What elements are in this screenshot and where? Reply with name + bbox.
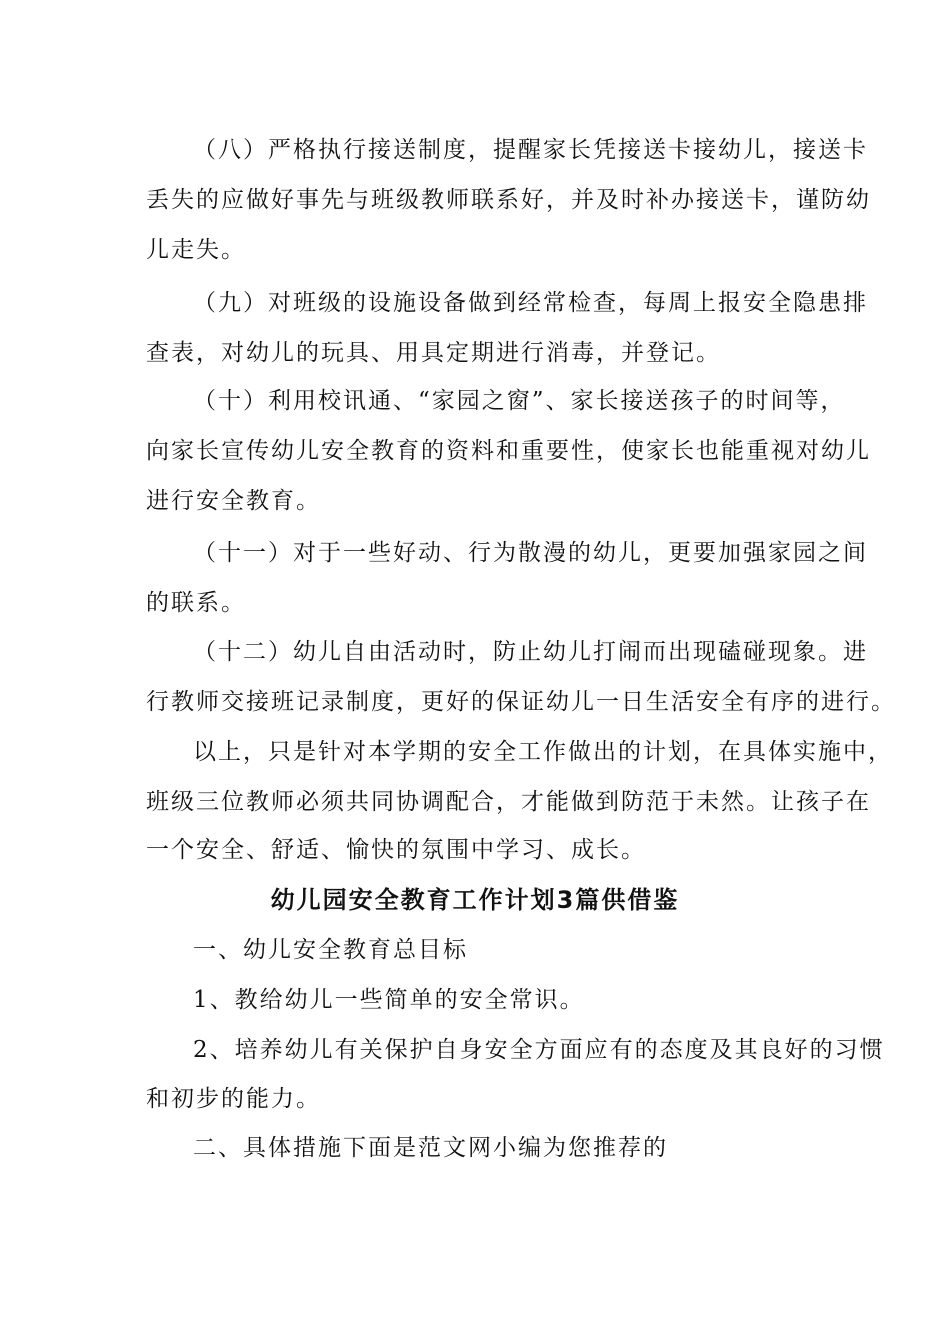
paragraph-11-line-1: （十一）对于一些好动、行为散漫的幼儿，更要加强家园之间 — [193, 540, 868, 566]
goal-item-2-line-1: 2、培养幼儿有关保护自身安全方面应有的态度及其良好的习惯 — [193, 1037, 885, 1063]
paragraph-9-line-2: 查表，对幼儿的玩具、用具定期进行消毒，并登记。 — [146, 340, 721, 366]
paragraph-9-line-1: （九）对班级的设施设备做到经常检查，每周上报安全隐患排 — [193, 290, 868, 316]
goal-item-1: 1、教给幼儿一些简单的安全常识。 — [193, 987, 585, 1013]
measures-heading: 二、具体措施下面是范文网小编为您推荐的 — [193, 1135, 668, 1161]
section-title: 幼儿园安全教育工作计划3篇供借鉴 — [270, 886, 680, 914]
paragraph-8-line-1: （八）严格执行接送制度，提醒家长凭接送卡接幼儿，接送卡 — [193, 137, 868, 163]
paragraph-12-line-1: （十二）幼儿自由活动时，防止幼儿打闹而出现磕碰现象。进 — [193, 639, 868, 665]
paragraph-8-line-2: 丢失的应做好事先与班级教师联系好，并及时补办接送卡，谨防幼 — [146, 187, 871, 213]
summary-line-2: 班级三位教师必须共同协调配合，才能做到防范于未然。让孩子在 — [146, 789, 871, 815]
summary-line-1: 以上，只是针对本学期的安全工作做出的计划，在具体实施中， — [193, 739, 893, 765]
paragraph-11-line-2: 的联系。 — [146, 590, 246, 616]
paragraph-10-line-3: 进行安全教育。 — [146, 488, 321, 514]
paragraph-8-line-3: 儿走失。 — [146, 237, 246, 263]
paragraph-12-line-2: 行教师交接班记录制度，更好的保证幼儿一日生活安全有序的进行。 — [146, 689, 896, 715]
summary-line-3: 一个安全、舒适、愉快的氛围中学习、成长。 — [146, 837, 646, 863]
goal-heading: 一、幼儿安全教育总目标 — [193, 937, 468, 963]
paragraph-10-line-1: （十）利用校讯通、“家园之窗”、家长接送孩子的时间等， — [193, 388, 846, 414]
paragraph-10-line-2: 向家长宣传幼儿安全教育的资料和重要性，使家长也能重视对幼儿 — [146, 438, 871, 464]
goal-item-2-line-2: 和初步的能力。 — [146, 1086, 321, 1112]
